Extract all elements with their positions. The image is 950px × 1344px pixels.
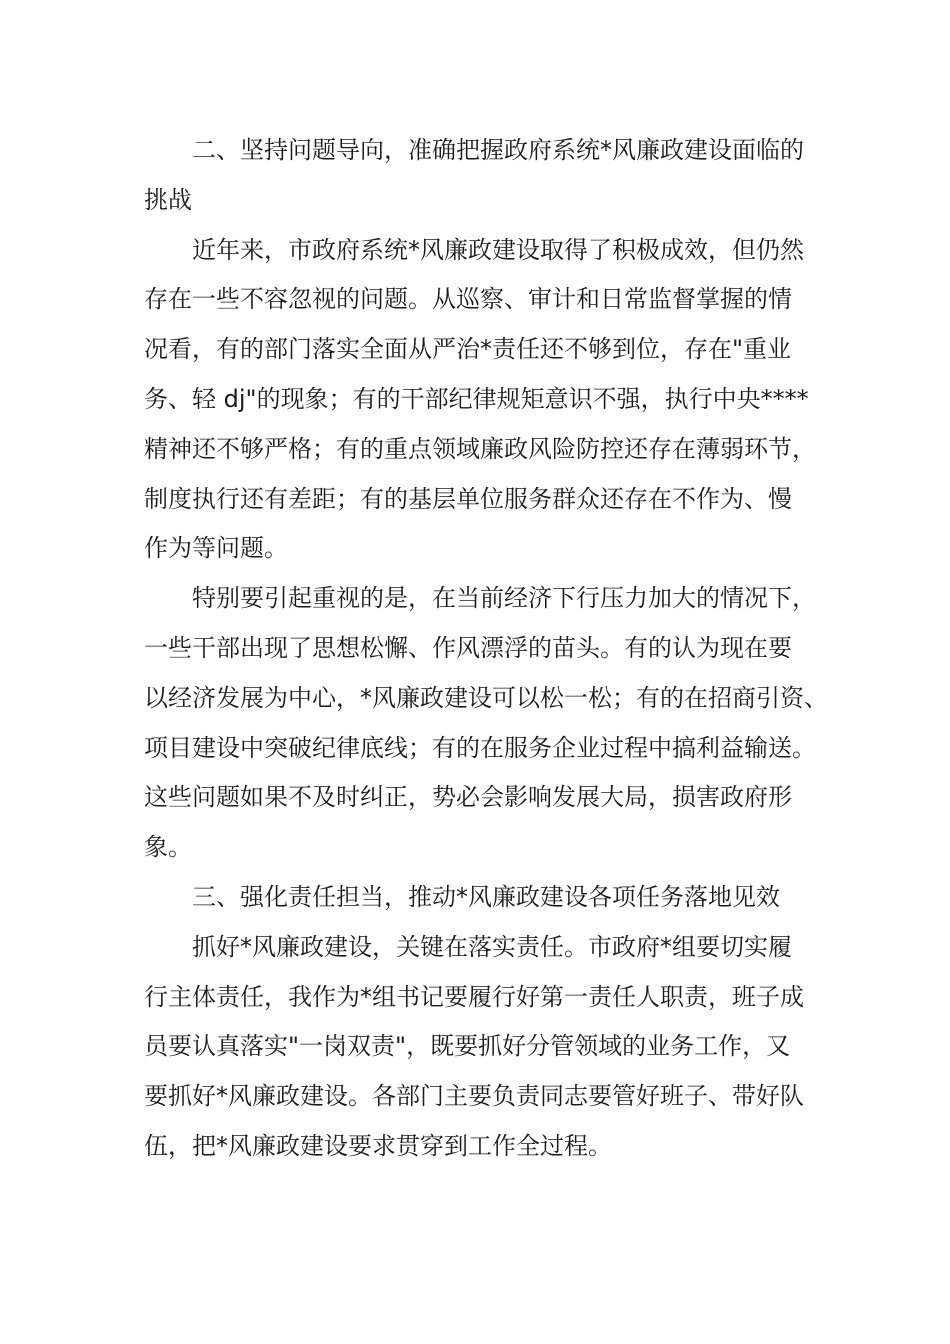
text-line: 员要认真落实"一岗双责"，既要抓好分管领域的业务工作，又 — [144, 1032, 791, 1061]
text-line: 一些干部出现了思想松懈、作风漂浮的苗头。有的认为现在要 — [144, 633, 792, 662]
text-line: 项目建设中突破纪律底线；有的在服务企业过程中搞利益输送。 — [144, 733, 816, 762]
text-line: 精神还不够严格；有的重点领域廉政风险防控还存在薄弱环节， — [144, 434, 816, 463]
text-line: 要抓好*风廉政建设。各部门主要负责同志要管好班子、带好队 — [144, 1082, 804, 1111]
text-line: 务、轻 dj"的现象；有的干部纪律规矩意识不强，执行中央**** — [144, 384, 809, 413]
text-line: 存在一些不容忽视的问题。从巡察、审计和日常监督掌握的情 — [144, 285, 792, 314]
section-heading-three — [144, 873, 808, 923]
text-line: 抓好*风廉政建设，关键在落实责任。市政府*组要切实履 — [192, 932, 792, 961]
text-line: 以经济发展为中心，*风廉政建设可以松一松；有的在招商引资、 — [144, 683, 828, 712]
text-line: 二、坚持问题导向，准确把握政府系统*风廉政建设面临的 — [192, 136, 804, 164]
text-line: 象。 — [144, 833, 192, 862]
text-line: 特别要引起重视的是，在当前经济下行压力加大的情况下， — [192, 584, 816, 613]
text-line: 伍，把*风廉政建设要求贯穿到工作全过程。 — [144, 1131, 612, 1160]
text-line: 三、强化责任担当，推动*风廉政建设各项任务落地见效 — [192, 882, 780, 911]
paragraph-problems — [144, 226, 816, 575]
text-line: 挑战 — [144, 185, 192, 214]
section-heading-two — [144, 126, 808, 226]
paragraph-responsibility — [144, 923, 808, 1172]
text-line: 这些问题如果不及时纠正，势必会影响发展大局，损害政府形 — [144, 783, 792, 812]
text-line: 近年来，市政府系统*风廉政建设取得了积极成效，但仍然 — [192, 235, 804, 264]
text-line: 行主体责任，我作为*组书记要履行好第一责任人职责，班子成 — [144, 982, 804, 1011]
text-line: 制度执行还有差距；有的基层单位服务群众还存在不作为、慢 — [144, 484, 792, 513]
document-body — [144, 126, 828, 1172]
text-line: 作为等问题。 — [144, 534, 288, 563]
text-line: 况看，有的部门落实全面从严治*责任还不够到位，存在"重业 — [144, 335, 792, 364]
paragraph-attention — [144, 574, 828, 873]
